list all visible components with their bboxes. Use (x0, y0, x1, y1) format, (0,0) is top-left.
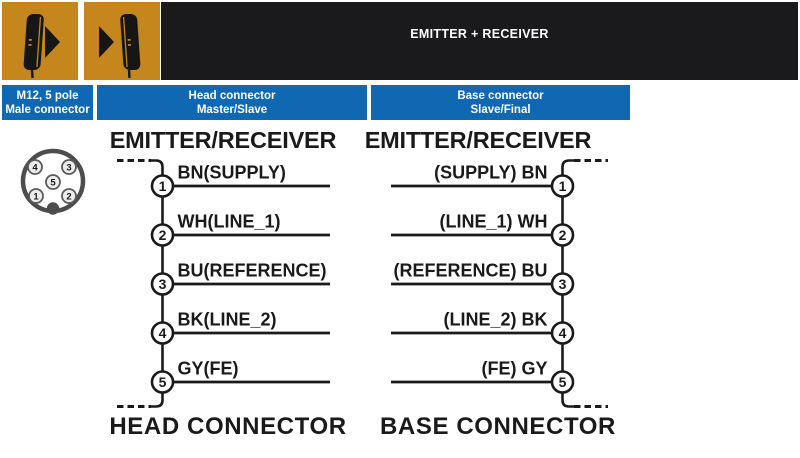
base-connector-column (365, 127, 616, 440)
svg-text:2: 2 (66, 191, 72, 203)
face-pin-2 (62, 189, 76, 203)
svg-text:(REFERENCE) BU: (REFERENCE) BU (393, 260, 548, 281)
svg-text:(LINE_2) BK: (LINE_2) BK (443, 309, 548, 330)
svg-text:GY(FE): GY(FE) (177, 358, 239, 379)
svg-text:1: 1 (33, 191, 39, 203)
head-column-title: EMITTER/RECEIVER (109, 127, 337, 153)
face-pin-1 (29, 189, 43, 203)
base-pin-row-5 (391, 359, 573, 393)
svg-text:3: 3 (158, 276, 167, 292)
svg-text:5: 5 (50, 177, 56, 189)
svg-text:1: 1 (158, 178, 167, 194)
base-pin-row-3 (391, 261, 573, 295)
svg-text:(SUPPLY) BN: (SUPPLY) BN (434, 162, 548, 183)
base-pin-row-4 (391, 310, 573, 344)
svg-text:WH(LINE_1): WH(LINE_1) (177, 211, 281, 232)
svg-text:BU(REFERENCE): BU(REFERENCE) (177, 260, 327, 281)
svg-text:5: 5 (558, 374, 567, 390)
base-pin-row-1 (391, 163, 573, 197)
banner-title: EMITTER + RECEIVER (410, 27, 549, 41)
keying-notch (47, 202, 59, 214)
svg-text:4: 4 (158, 325, 167, 341)
svg-text:3: 3 (558, 276, 567, 292)
base-column-footer: BASE CONNECTOR (380, 413, 616, 440)
head-pin-row-3 (152, 261, 330, 295)
svg-text:1: 1 (558, 178, 567, 194)
m12-connector-face (23, 151, 83, 215)
head-connector-column (109, 127, 346, 440)
svg-text:BN(SUPPLY): BN(SUPPLY) (177, 162, 286, 183)
head-pin-row-2 (152, 212, 330, 246)
info-bar-head-line2: Master/Slave (196, 103, 268, 116)
svg-text:5: 5 (158, 374, 167, 390)
info-bar-head-line1: Head connector (188, 89, 276, 102)
svg-text:4: 4 (32, 162, 38, 174)
head-pin-row-4 (152, 310, 330, 344)
svg-text:(LINE_1) WH: (LINE_1) WH (439, 211, 548, 232)
svg-text:(FE) GY: (FE) GY (481, 358, 548, 379)
info-bar-base-line2: Slave/Final (470, 103, 531, 116)
svg-text:2: 2 (558, 227, 567, 243)
head-pin-row-5 (152, 359, 330, 393)
head-column-footer: HEAD CONNECTOR (109, 413, 347, 440)
info-bar-base-line1: Base connector (457, 89, 544, 102)
base-column-title: EMITTER/RECEIVER (364, 127, 592, 153)
head-pin-row-1 (152, 163, 330, 197)
info-bar-m12-line2: Male connector (5, 103, 90, 116)
svg-text:4: 4 (558, 325, 567, 341)
info-bar-m12-line1: M12, 5 pole (16, 89, 79, 102)
face-pin-3 (62, 160, 76, 174)
face-pin-4 (28, 160, 42, 174)
face-pin-5 (46, 175, 60, 189)
base-pin-row-2 (391, 212, 573, 246)
svg-text:3: 3 (66, 162, 72, 174)
svg-text:BK(LINE_2): BK(LINE_2) (177, 309, 277, 330)
svg-text:2: 2 (158, 227, 167, 243)
